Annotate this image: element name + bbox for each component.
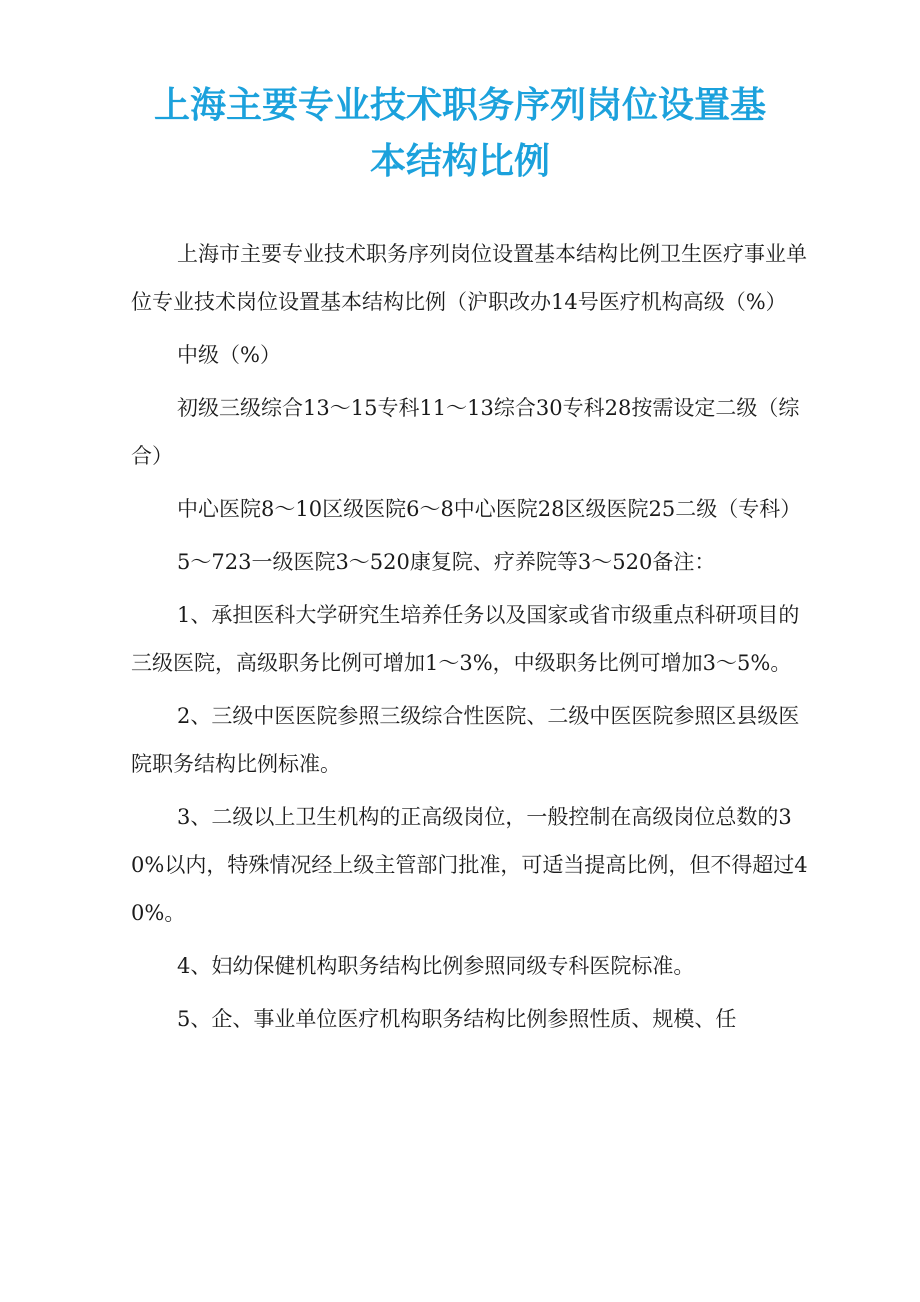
paragraph-note-3: 3、二级以上卫生机构的正高级岗位，一般控制在高级岗位总数的30%以内，特殊情况经上级主管部门批准，可适当提高比例，但不得超过40%。	[131, 805, 808, 925]
title-line-1: 上海主要专业技术职务序列岗位设置基	[153, 85, 766, 126]
document-body	[131, 230, 811, 1048]
paragraph-level-one: 5～723一级医院3～520康复院、疗养院等3～520备注：	[177, 550, 716, 574]
document-title	[130, 78, 790, 190]
title-line-2: 本结构比例	[369, 141, 550, 182]
paragraph-central-hospital: 中心医院8～10区级医院6～8中心医院28区级医院25二级（专科）	[177, 497, 802, 521]
paragraph-note-5: 5、企、事业单位医疗机构职务结构比例参照性质、规模、任	[177, 1007, 737, 1031]
paragraph-junior: 初级三级综合13～15专科11～13综合30专科28按需设定二级（综合）	[131, 396, 800, 468]
paragraph-intro: 上海市主要专业技术职务序列岗位设置基本结构比例卫生医疗事业单位专业技术岗位设置基本结构比例（沪职改办14号医疗机构高级（%）	[131, 242, 807, 314]
paragraph-note-1: 1、承担医科大学研究生培养任务以及国家或省市级重点科研项目的三级医院，高级职务比例可增加1～3%，中级职务比例可增加3～5%。	[131, 603, 800, 675]
paragraph-intermediate: 中级（%）	[177, 343, 281, 367]
paragraph-note-4: 4、妇幼保健机构职务结构比例参照同级专科医院标准。	[177, 954, 695, 978]
paragraph-note-2: 2、三级中医医院参照三级综合性医院、二级中医医院参照区县级医院职务结构比例标准。	[131, 704, 800, 776]
